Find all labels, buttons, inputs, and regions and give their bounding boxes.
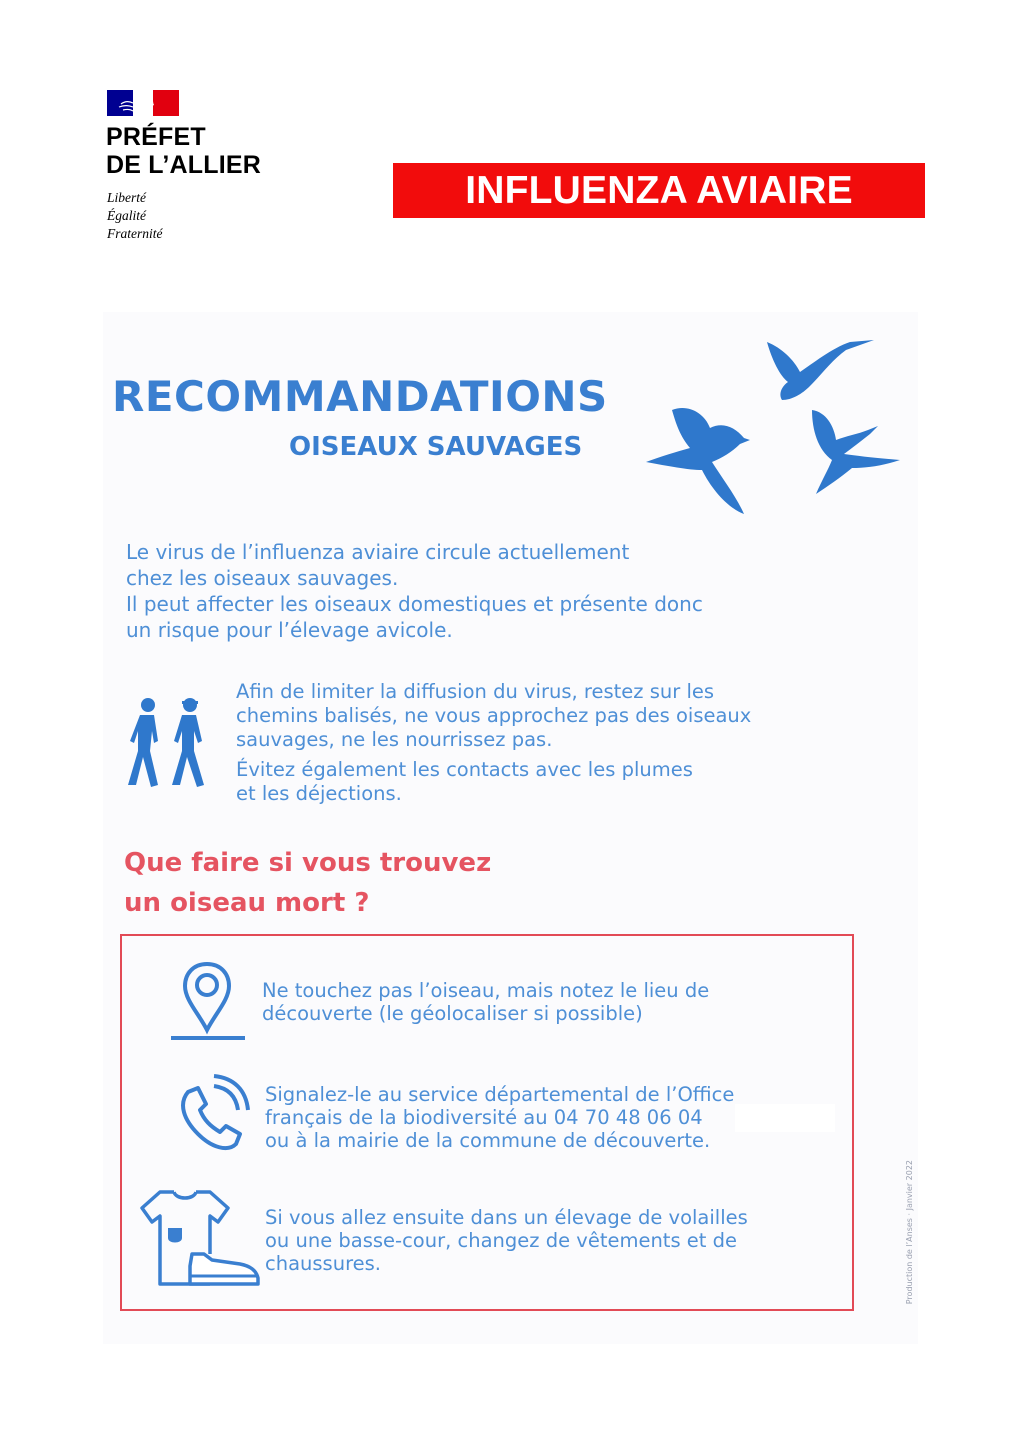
intro-line-3: Il peut affecter les oiseaux domestiques et présente donc <box>126 592 703 616</box>
poster-title: RECOMMANDATIONS <box>112 372 608 421</box>
prefecture-name <box>106 123 261 179</box>
step-1-line-2: découverte (le géolocaliser si possible) <box>262 1002 643 1025</box>
question-line-2: un oiseau mort ? <box>124 888 370 918</box>
poster-subtitle: OISEAUX SAUVAGES <box>289 432 583 462</box>
question-line-1: Que faire si vous trouvez <box>124 848 492 878</box>
location-pin-icon <box>165 958 251 1044</box>
prefecture-name-line-2: DE L’ALLIER <box>106 151 261 179</box>
step-1-line-1: Ne touchez pas l’oiseau, mais notez le lieu de <box>262 979 710 1002</box>
advice-line-1: Afin de limiter la diffusion du virus, restez sur les <box>236 680 715 703</box>
step-3-line-3: chaussures. <box>265 1252 382 1275</box>
marianne-logo-icon <box>107 90 179 116</box>
intro-line-2: chez les oiseaux sauvages. <box>126 566 399 590</box>
step-2-line-2: français de la biodiversité au 04 70 48 06 04 <box>265 1106 703 1129</box>
step-3-line-2: ou une basse-cour, changez de vêtements et de <box>265 1229 738 1252</box>
step-report <box>265 1083 734 1152</box>
intro-line-4: un risque pour l’élevage avicole. <box>126 618 453 642</box>
advice-line-4: Évitez également les contacts avec les plumes <box>236 758 693 781</box>
motto-fraternite: Fraternité <box>107 226 163 241</box>
prefecture-name-line-1: PRÉFET <box>106 123 206 151</box>
dead-bird-question <box>124 843 491 923</box>
intro-paragraph <box>126 539 703 643</box>
advice-line-5: et les déjections. <box>236 782 402 805</box>
intro-line-1: Le virus de l’influenza aviaire circule actuellement <box>126 540 630 564</box>
clothes-shoe-icon <box>140 1188 266 1290</box>
step-dont-touch <box>262 979 709 1025</box>
phone-icon <box>168 1074 250 1156</box>
alert-banner: INFLUENZA AVIAIRE <box>393 163 925 218</box>
flying-birds-icon <box>632 330 917 530</box>
step-2-line-3: ou à la mairie de la commune de découverte. <box>265 1129 711 1152</box>
advice-line-2: chemins balisés, ne vous approchez pas des oiseaux <box>236 704 752 727</box>
advice-line-3: sauvages, ne les nourrissez pas. <box>236 728 553 751</box>
step-3-line-1: Si vous allez ensuite dans un élevage de volailles <box>265 1206 748 1229</box>
step-change-clothes <box>265 1206 748 1275</box>
redaction-patch <box>735 1104 835 1132</box>
motto-liberte: Liberté <box>107 190 146 205</box>
side-credit: Production de l’Anses · Janvier 2022 <box>905 1160 914 1305</box>
advice-paragraph <box>236 680 751 806</box>
walkers-icon <box>124 697 218 789</box>
motto-egalite: Égalité <box>107 208 146 223</box>
step-2-line-1: Signalez-le au service départemental de l’Office <box>265 1083 735 1106</box>
republic-motto <box>107 189 163 243</box>
